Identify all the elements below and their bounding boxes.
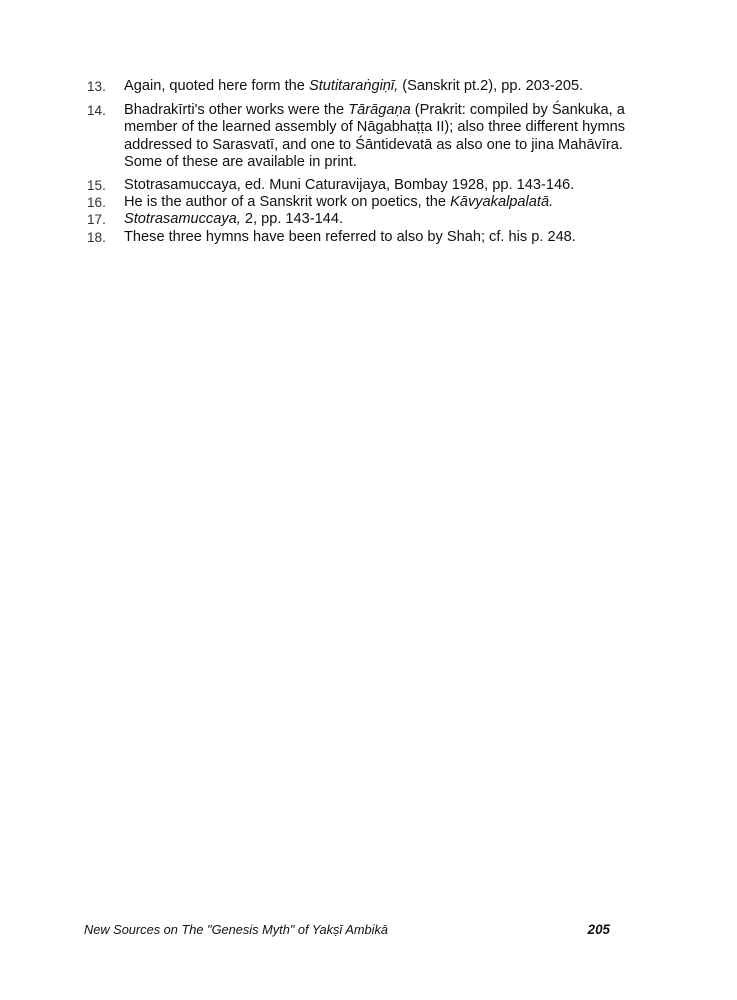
footnote-18 — [87, 229, 647, 246]
footnote-text — [124, 78, 647, 95]
page-footer — [84, 922, 610, 937]
footnote-italic-title: Tārāgaṇa — [348, 102, 411, 119]
footnote-italic-title: Stotrasamuccaya, — [124, 211, 241, 228]
footnote-italic-title: Kāvyakalpalatā. — [450, 194, 554, 211]
footnote-text — [124, 211, 647, 228]
footnote-text: Stotrasamuccaya, ed. Muni Caturavijaya, Bombay 1928, pp. 143-146. — [124, 177, 575, 194]
footnote-16 — [87, 194, 647, 211]
footnote-text-part: Again, quoted here form the — [124, 78, 309, 94]
footnote-text — [124, 194, 647, 211]
footnote-15 — [87, 177, 647, 194]
footnote-text-part: (Prakrit: compiled by Śankuka, a member of the learned assembly of Nāgabhaṭṭa II); also three different hymns addressed to Sarasvatī, and one to Śāntidevatā as also one to jina Mahāvīra. Some of these are available in print. — [124, 102, 626, 170]
footnote-text-part: He is the author of a Sanskrit work on poetics, the — [124, 194, 451, 211]
footnote-number: 15. — [87, 178, 106, 194]
footnote-text-part: 2, pp. 143-144. — [240, 211, 344, 228]
running-title: New Sources on The "Genesis Myth" of Yakṣī Ambikā — [84, 922, 389, 937]
page-number: 205 — [587, 922, 610, 937]
footnote-text-part: (Sanskrit pt.2), pp. 203-205. — [398, 78, 584, 94]
footnote-number: 18. — [87, 229, 106, 245]
footnote-italic-title: Stutitaraṅgiṇī, — [308, 78, 399, 94]
footnote-17 — [87, 211, 647, 228]
footnote-text — [124, 102, 647, 171]
footnote-number: 17. — [87, 212, 106, 228]
footnotes — [87, 78, 647, 246]
footnote-14 — [87, 102, 647, 171]
footnote-13 — [87, 78, 647, 95]
footnote-text-part: Bhadrakīrti's other works were the — [124, 102, 349, 119]
footnote-text: These three hymns have been referred to also by Shah; cf. his p. 248. — [124, 228, 576, 245]
footnote-number: 13. — [87, 79, 106, 94]
footnote-number: 14. — [87, 103, 106, 119]
footnote-number: 16. — [87, 195, 106, 211]
